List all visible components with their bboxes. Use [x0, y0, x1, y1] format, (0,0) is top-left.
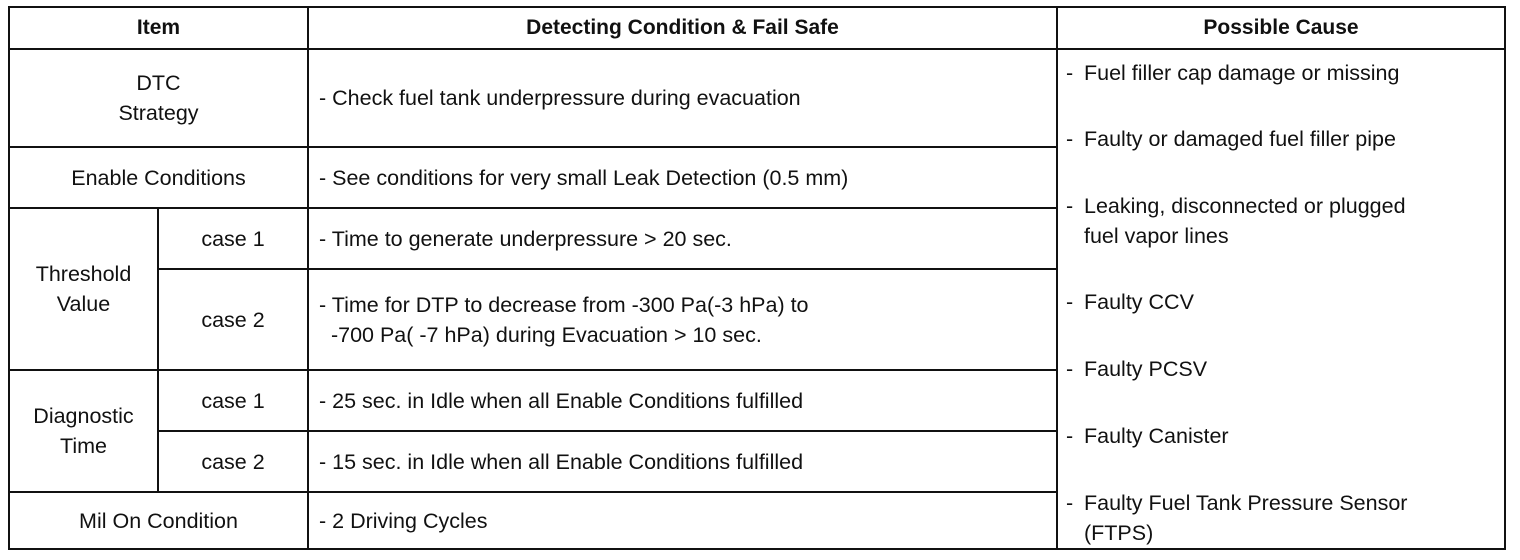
detail-threshold-case2 [309, 270, 1056, 369]
header-detecting [309, 8, 1056, 48]
detail-diagnostic-case2 [309, 432, 1056, 491]
item-enable-conditions [10, 148, 307, 207]
cause-text: (FTPS) [1084, 521, 1154, 545]
detail-diagnostic-case1 [309, 371, 1056, 430]
subitem-diagnostic-case1 [159, 371, 307, 430]
detail-threshold-case2-line: -700 Pa( -7 hPa) during Evacuation > 10 sec. [319, 322, 762, 347]
subitem-threshold-case2 [159, 270, 307, 369]
cause-text: Faulty Fuel Tank Pressure Sensor [1084, 491, 1408, 515]
cause-item [1066, 191, 1406, 251]
cause-text: Faulty PCSV [1084, 357, 1208, 381]
cause-dash: - [1066, 424, 1074, 448]
detail-dtc-strategy-line: - Check fuel tank underpressure during evacuation [319, 86, 801, 110]
cause-text: Faulty CCV [1084, 290, 1194, 314]
detail-threshold-case1 [309, 209, 1056, 268]
cause-item [1066, 58, 1399, 88]
detail-enable-conditions-line: - See conditions for very small Leak Detection (0.5 mm) [319, 165, 849, 190]
item-dtc-strategy-line: Strategy [118, 101, 199, 125]
cause-item [1066, 354, 1207, 384]
subitem-diagnostic-case1-label: case 1 [201, 388, 265, 413]
cause-text: Leaking, disconnected or plugged [1084, 194, 1406, 218]
detail-diagnostic-case2-line: - 15 sec. in Idle when all Enable Conditions fulfilled [319, 449, 804, 474]
item-mil-on-condition [10, 493, 307, 548]
header-cause-label: Possible Cause [1203, 16, 1359, 39]
cause-text: Faulty or damaged fuel filler pipe [1084, 127, 1396, 151]
cause-dash: - [1066, 357, 1074, 381]
cause-text: Fuel filler cap damage or missing [1084, 61, 1400, 85]
cause-item [1066, 488, 1407, 548]
item-dtc-strategy [10, 50, 307, 146]
cause-dash: - [1066, 194, 1074, 218]
cause-dash: - [1066, 290, 1074, 314]
item-threshold-value [10, 209, 157, 369]
subitem-threshold-case1 [159, 209, 307, 268]
cause-dash: - [1066, 127, 1074, 151]
item-mil-on-condition-label: Mil On Condition [79, 508, 238, 533]
subitem-diagnostic-case2-label: case 2 [201, 449, 265, 474]
item-diagnostic-time [10, 371, 157, 491]
item-dtc-strategy-line: DTC [136, 71, 181, 95]
detail-threshold-case1-line: - Time to generate underpressure > 20 sec. [319, 226, 732, 251]
subitem-threshold-case2-label: case 2 [201, 307, 265, 332]
cause-item [1066, 421, 1229, 451]
item-enable-conditions-label: Enable Conditions [71, 165, 246, 190]
header-cause [1058, 8, 1504, 48]
cause-item [1066, 287, 1194, 317]
subitem-threshold-case1-label: case 1 [201, 226, 265, 251]
detail-dtc-strategy [309, 50, 1056, 146]
header-item [10, 8, 307, 48]
item-diagnostic-time-line: Diagnostic [33, 404, 134, 428]
subitem-diagnostic-case2 [159, 432, 307, 491]
detail-enable-conditions [309, 148, 1056, 207]
cause-text: Faulty Canister [1084, 424, 1229, 448]
detail-mil-on-condition [309, 493, 1056, 548]
detail-threshold-case2-line: - Time for DTP to decrease from -300 Pa(-3 hPa) to [319, 292, 809, 317]
cause-text: fuel vapor lines [1084, 224, 1229, 248]
header-detecting-label: Detecting Condition & Fail Safe [526, 16, 839, 39]
cause-item [1066, 124, 1396, 154]
detail-diagnostic-case1-line: - 25 sec. in Idle when all Enable Conditions fulfilled [319, 388, 804, 413]
header-item-label: Item [136, 16, 181, 39]
item-threshold-value-line: Value [56, 292, 111, 316]
cause-dash: - [1066, 61, 1074, 85]
item-threshold-value-line: Threshold [35, 262, 132, 286]
diagnostic-table [8, 6, 1506, 550]
detail-mil-on-condition-line: - 2 Driving Cycles [319, 508, 488, 533]
cause-dash: - [1066, 491, 1074, 515]
possible-cause-list [1058, 50, 1504, 548]
item-diagnostic-time-line: Time [60, 434, 107, 458]
